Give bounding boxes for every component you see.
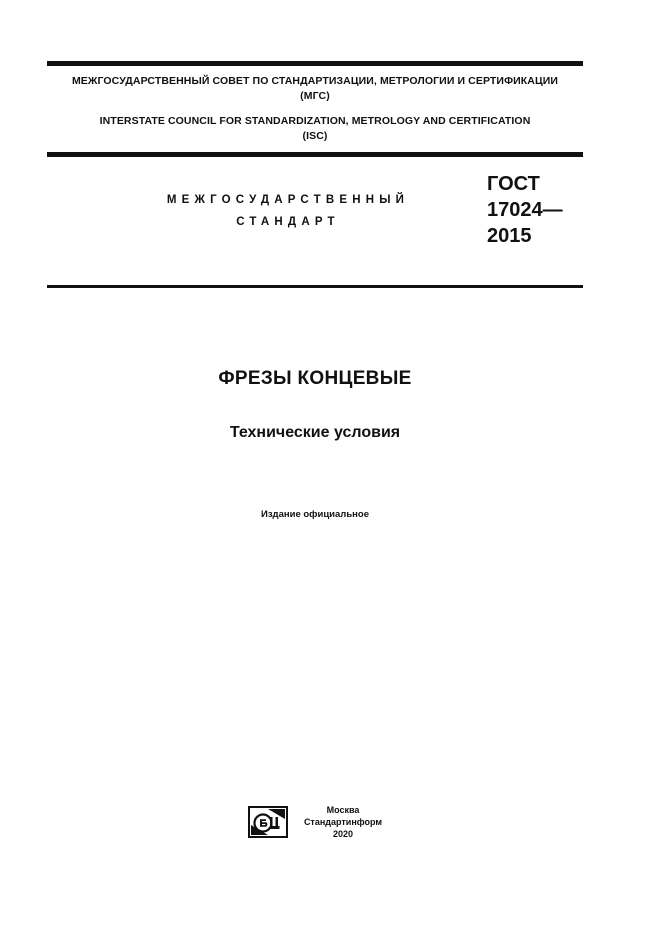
edition-note: Издание официальное <box>261 509 369 520</box>
header-bottom-rule <box>47 285 583 288</box>
council-bottom-rule <box>47 152 583 157</box>
council-abbr-ru: (МГС) <box>300 90 330 102</box>
standard-designation <box>487 171 563 249</box>
designation-year: 2015 <box>487 225 532 247</box>
publisher-imprint <box>300 804 386 840</box>
designation-prefix: ГОСТ <box>487 173 540 195</box>
council-name-ru <box>47 74 583 104</box>
publisher-city: Москва <box>326 805 360 815</box>
council-abbr-en: (ISC) <box>302 130 328 142</box>
council-name-en <box>47 114 583 144</box>
publication-year: 2020 <box>332 829 354 839</box>
designation-number: 17024— <box>487 199 563 221</box>
standard-type-label <box>150 189 426 233</box>
council-name-en-line1: INTERSTATE COUNCIL FOR STANDARDIZATION, METROLOGY AND CERTIFICATION <box>99 115 531 127</box>
document-subtitle: Технические условия <box>229 424 401 441</box>
document-title: ФРЕЗЫ КОНЦЕВЫЕ <box>218 368 412 389</box>
standartinform-logo-icon <box>248 806 288 838</box>
publisher-name: Стандартинформ <box>303 817 383 827</box>
standard-type-line1: МЕЖГОСУДАРСТВЕННЫЙ <box>166 194 410 206</box>
standard-type-line2: СТАНДАРТ <box>236 216 340 228</box>
top-rule <box>47 61 583 66</box>
council-name-ru-line1: МЕЖГОСУДАРСТВЕННЫЙ СОВЕТ ПО СТАНДАРТИЗАЦИИ, МЕТРОЛОГИИ И СЕРТИФИКАЦИИ <box>71 75 559 87</box>
